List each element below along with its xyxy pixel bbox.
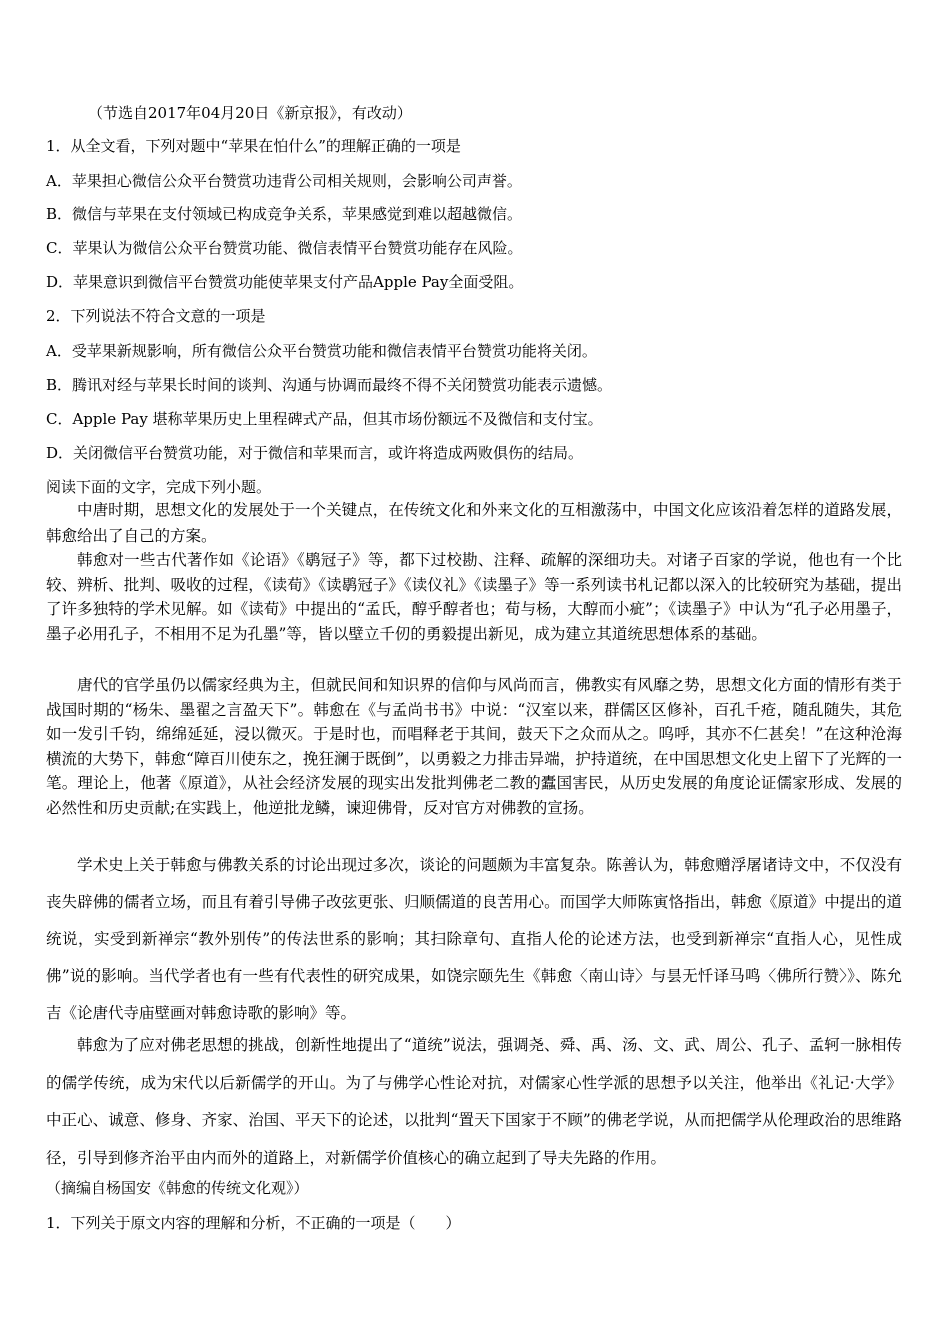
passage-paragraph-3: 唐代的官学虽仍以儒家经典为主，但就民间和知识界的信仰与风尚而言，佛教实有风靡之势，思想文化方面的情形有类于战国时期的“杨朱、墨翟之言盈天下”。韩愈在《与孟尚书书》中说：“汉室以来，群儒区区修补，百孔千疮，随乱随失，其危如一发引千钧，绵绵延延，浸以微灭。于是时也，而唱释老于其间，鼓天下之众而从之。呜呼，其亦不仁甚矣！”在这种沧海横流的大势下，韩愈“障百川使东之，挽狂澜于既倒”，以勇毅之力排击异端，护持道统，在中国思想文化史上留下了光辉的一笔。理论上，他著《原道》，从社会经济发展的现实出发批判佛老二教的蠹国害民，从历史发展的角度论证儒家形成、发展的必然性和历史贡献;在实践上，他逆批龙鳞，谏迎佛骨，反对官方对佛教的宣扬。 xyxy=(46,676,902,817)
passage-paragraph-1: 中唐时期，思想文化的发展处于一个关键点，在传统文化和外来文化的互相激荡中，中国文化应该沿着怎样的道路发展，韩愈给出了自己的方案。 xyxy=(46,501,902,545)
question-1-stem: 1．从全文看，下列对题中“苹果在怕什么”的理解正确的一项是 xyxy=(46,137,461,155)
question-1-option-b: B．微信与苹果在支付领域已构成竞争关系，苹果感觉到难以超越微信。 xyxy=(46,205,523,223)
passage-citation: （摘编自杨国安《韩愈的传统文化观》） xyxy=(46,1179,309,1197)
question-2-option-b: B．腾讯对经与苹果长时间的谈判、沟通与协调而最终不得不关闭赞赏功能表示遗憾。 xyxy=(46,376,613,394)
source-line: （节选自2017年04月20日《新京报》，有改动） xyxy=(88,104,412,122)
passage-paragraph-2: 韩愈对一些古代著作如《论语》《鹖冠子》等，都下过校勘、注释、疏解的深细功夫。对诸子百家的学说，他也有一个比较、辨析、批判、吸收的过程，《读荀》《读鹖冠子》《读仪礼》《读墨子》等一系列读书札记都以深入的比较研究为基础，提出了许多独特的学术见解。如《读荀》中提出的“孟氏，醇乎醇者也；荀与杨，大醇而小疵”；《读墨子》中认为“孔子必用墨子，墨子必用孔子，不相用不足为孔墨”等，皆以壁立千仞的勇毅提出新见，成为建立其道统思想体系的基础。 xyxy=(46,551,902,643)
question-2-option-d: D．关闭微信平台赞赏功能，对于微信和苹果而言，或许将造成两败俱伤的结局。 xyxy=(46,444,584,462)
question-1-option-a: A．苹果担心微信公众平台赞赏功违背公司相关规则，会影响公司声誉。 xyxy=(46,172,522,190)
question-set-2-q1-stem: 1．下列关于原文内容的理解和分析，不正确的一项是（ ） xyxy=(46,1214,461,1232)
reading-intro: 阅读下面的文字，完成下列小题。 xyxy=(46,478,272,496)
question-2-option-a: A．受苹果新规影响，所有微信公众平台赞赏功能和微信表情平台赞赏功能将关闭。 xyxy=(46,342,597,360)
question-2-stem: 2．下列说法不符合文意的一项是 xyxy=(46,307,266,325)
passage-paragraph-4: 学术史上关于韩愈与佛教关系的讨论出现过多次，谈论的问题颇为丰富复杂。陈善认为，韩愈赠浮屠诸诗文中，不仅没有丧失辟佛的儒者立场，而且有着引导佛子改弦更张、归顺儒道的良苦用心。而国学大师陈寅恪指出，韩愈《原道》中提出的道统说，实受到新禅宗“教外别传”的传法世系的影响；其扫除章句、直指人伦的论述方法，也受到新禅宗“直指人心，见性成佛”说的影响。当代学者也有一些有代表性的研究成果，如饶宗颐先生《韩愈〈南山诗〉与昙无忏译马鸣〈佛所行赞〉》、陈允吉《论唐代寺庙壁画对韩愈诗歌的影响》等。 xyxy=(46,856,902,1022)
question-1-option-d: D．苹果意识到微信平台赞赏功能使苹果支付产品Apple Pay全面受阻。 xyxy=(46,273,524,291)
passage-paragraph-5: 韩愈为了应对佛老思想的挑战，创新性地提出了“道统”说法，强调尧、舜、禹、汤、文、武、周公、孔子、孟轲一脉相传的儒学传统，成为宋代以后新儒学的开山。为了与佛学心性论对抗，对儒家心性学派的思想予以关注，他举出《礼记·大学》中正心、诚意、修身、齐家、治国、平天下的论述，以批判“置天下国家于不顾”的佛老学说，从而把儒学从伦理政治的思维路径，引导到修齐治平由内而外的道路上，对新儒学价值核心的确立起到了导夫先路的作用。 xyxy=(46,1036,902,1167)
question-2-option-c: C．Apple Pay 堪称苹果历史上里程碑式产品，但其市场份额远不及微信和支付宝。 xyxy=(46,410,603,428)
question-1-option-c: C．苹果认为微信公众平台赞赏功能、微信表情平台赞赏功能存在风险。 xyxy=(46,239,523,257)
